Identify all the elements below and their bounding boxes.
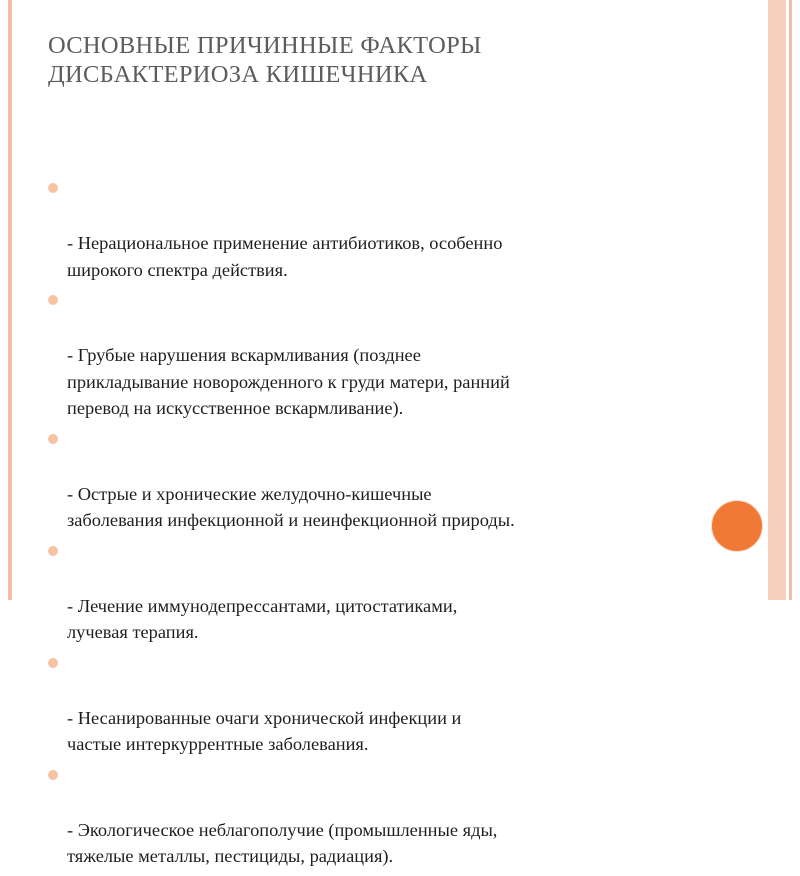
bullet-list xyxy=(48,177,738,876)
right-decorative-rule xyxy=(789,0,792,600)
bullet-dot-icon xyxy=(48,770,58,780)
right-decorative-band xyxy=(768,0,786,600)
bullet-item xyxy=(48,540,738,646)
bullet-dot-icon xyxy=(48,295,58,305)
bullet-item xyxy=(48,652,738,758)
bullet-text: - Грубые нарушения вскармливания (позднее прикладывание новорожденного к груди матери, ранний перевод на искусственное вскармливание). xyxy=(67,345,510,418)
bullet-item xyxy=(48,428,738,534)
bullet-text: - Несанированные очаги хронической инфекции и частые интеркуррентные заболевания. xyxy=(67,707,462,754)
bullet-text: - Нерациональное применение антибиотиков, особенно широкого спектра действия. xyxy=(67,233,503,280)
bullet-text: - Лечение иммунодепрессантами, цитостатиками, лучевая терапия. xyxy=(67,595,458,642)
slide-title: ОСНОВНЫЕ ПРИЧИННЫЕ ФАКТОРЫ ДИСБАКТЕРИОЗА КИШЕЧНИКА xyxy=(48,32,482,88)
bullet-text: - Экологическое неблагополучие (промышленные яды, тяжелые металлы, пестициды, радиация). xyxy=(67,819,498,866)
bullet-text: - Острые и хронические желудочно-кишечные заболевания инфекционной и неинфекционной природы. xyxy=(67,483,515,530)
orange-circle-icon xyxy=(712,501,762,551)
bullet-dot-icon xyxy=(48,546,58,556)
bullet-dot-icon xyxy=(48,183,58,193)
bullet-item xyxy=(48,177,738,283)
bullet-dot-icon xyxy=(48,658,58,668)
bullet-item xyxy=(48,289,738,422)
left-decorative-rule xyxy=(8,0,12,600)
bullet-dot-icon xyxy=(48,434,58,444)
bullet-item xyxy=(48,764,738,870)
